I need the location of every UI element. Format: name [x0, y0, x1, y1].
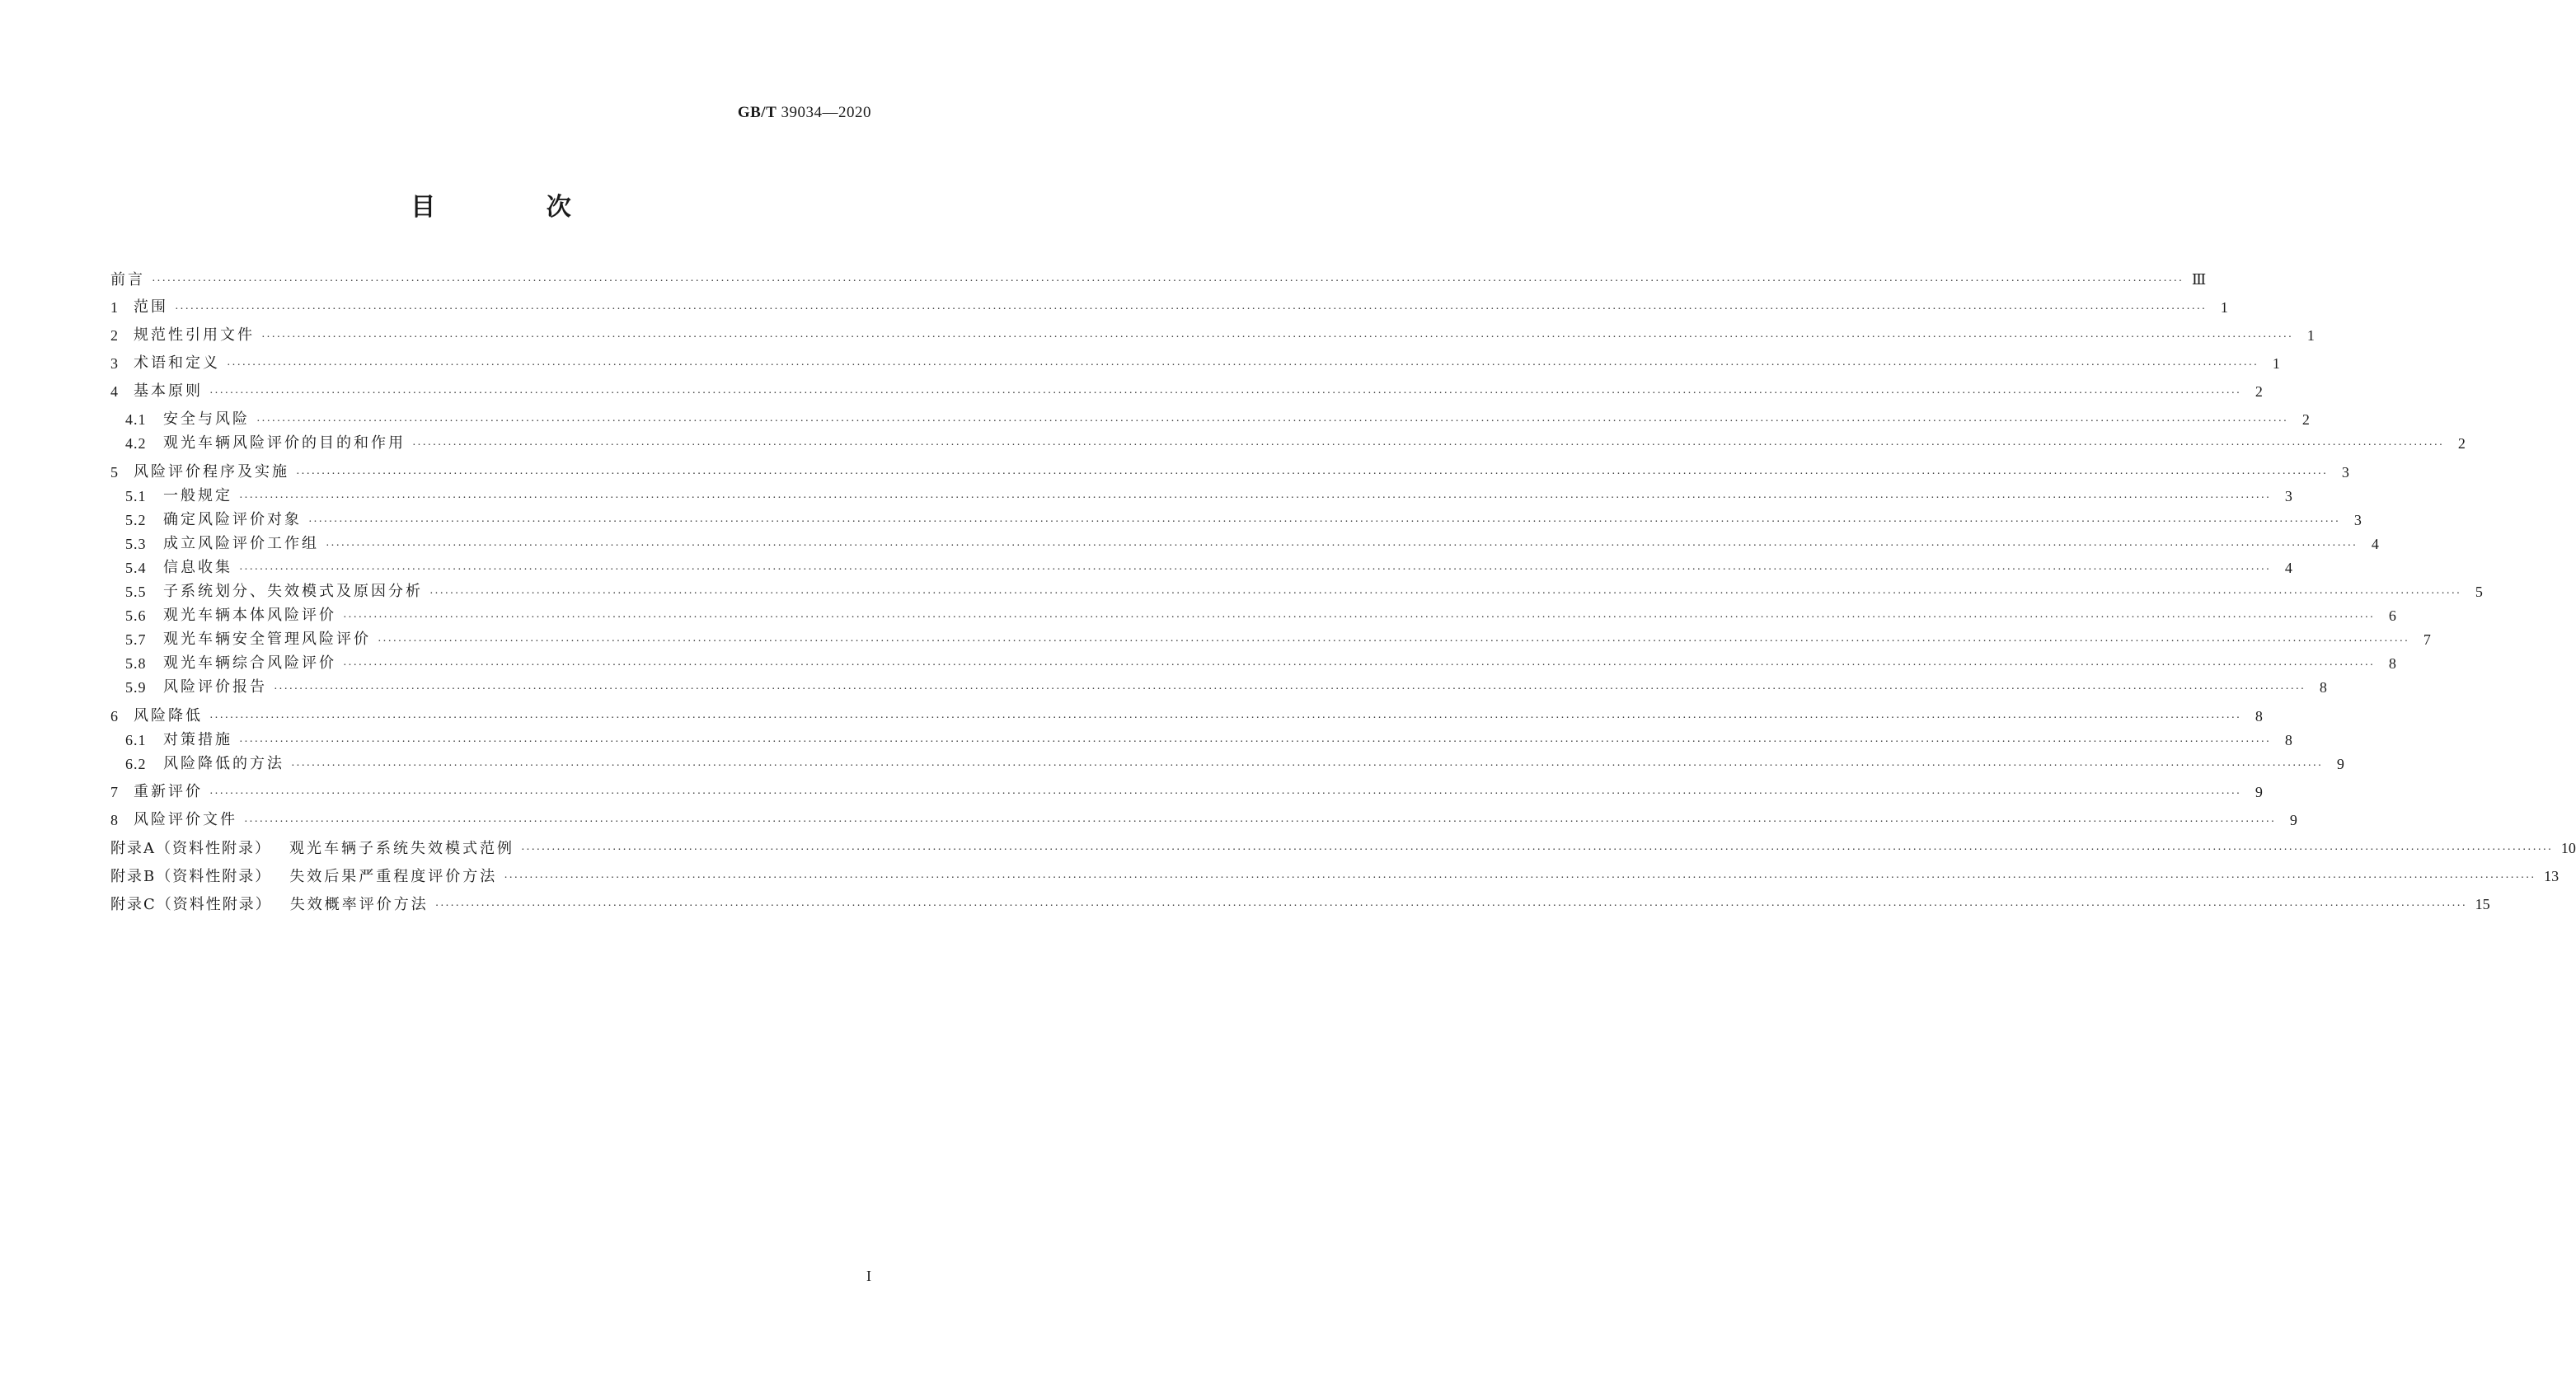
toc-entry-number: 2: [110, 327, 119, 344]
toc-entry-title: 风险评价文件: [134, 811, 237, 828]
toc-entry-title: 风险降低的方法: [163, 755, 284, 772]
toc-entry-number: 5.4: [125, 560, 147, 576]
toc-entry-number: 5.8: [125, 655, 147, 672]
toc-leader-dots: ················································································································································································································································································································································································································: [378, 635, 2409, 648]
toc-entry[interactable]: [110, 838, 2576, 860]
toc-leader-dots: ················································································································································································································································································································································································································: [244, 816, 2276, 828]
toc-entry-number: 4.2: [125, 435, 147, 452]
toc-entry-page: 4: [2371, 536, 2379, 552]
toc-entry-title: 确定风险评价对象: [163, 511, 302, 528]
toc-entry[interactable]: [110, 810, 2297, 832]
toc-entry-label: [125, 534, 319, 554]
toc-entry-page: 8: [2319, 679, 2327, 696]
toc-leader-dots: ················································································································································································································································································································································································································: [308, 516, 2340, 528]
toc-leader-dots: ················································································································································································································································································································································································································: [239, 564, 2271, 576]
toc-leader-dots: ················································································································································································································································································································································································································: [209, 788, 2241, 800]
toc-entry-label: [110, 895, 429, 915]
toc-entry-label: [125, 730, 232, 750]
toc-entry-title: 安全与风险: [163, 410, 250, 428]
toc-leader-dots: ················································································································································································································································································································································································································: [434, 900, 2467, 912]
toc-entry-title: 一般规定: [163, 487, 232, 504]
toc-entry-page: 3: [2353, 512, 2362, 528]
toc-entry-page: 9: [2336, 756, 2344, 772]
toc-entry-page: 8: [2255, 708, 2263, 724]
toc-leader-dots: ················································································································································································································································································································································································································: [261, 331, 2293, 344]
toc-entry-title: 术语和定义: [134, 354, 220, 372]
toc-entry[interactable]: [110, 462, 2349, 485]
toc-entry[interactable]: [125, 510, 2362, 532]
toc-entry[interactable]: [110, 866, 2560, 889]
toc-entry-number: 7: [110, 784, 119, 800]
toc-entry-number: 5.1: [125, 488, 147, 504]
toc-leader-dots: ················································································································································································································································································································································································································: [209, 387, 2241, 400]
toc-entry-title: 成立风险评价工作组: [163, 535, 319, 552]
toc-entry-label: [125, 510, 302, 530]
toc-entry-page: 6: [2388, 607, 2396, 624]
toc-entry-page: 9: [2255, 784, 2263, 800]
toc-leader-dots: ················································································································································································································································································································································································································: [343, 612, 2375, 624]
toc-leader-dots: ················································································································································································································································································································································································································: [429, 588, 2461, 600]
toc-entry-page: 7: [2423, 631, 2431, 648]
toc-leader-dots: ················································································································································································································································································································································································································: [521, 844, 2553, 856]
toc-entry-label: [125, 410, 250, 429]
toc-entry-title: 观光车辆综合风险评价: [163, 654, 336, 672]
toc-entry-title: 风险评价报告: [163, 678, 267, 696]
toc-entry-label: [110, 382, 203, 401]
toc-entry[interactable]: [110, 326, 2315, 348]
toc-entry[interactable]: [110, 354, 2280, 376]
toc-entry-label: [110, 326, 255, 345]
toc-entry-title: 观光车辆风险评价的目的和作用: [163, 434, 406, 452]
toc-entry-number: 5.7: [125, 631, 147, 648]
toc-entry-number: 5.5: [125, 584, 147, 600]
toc-entry-number: 1: [110, 299, 119, 316]
toc-entry-number: 附录C（资料性附录）: [110, 896, 272, 913]
toc-leader-dots: ················································································································································································································································································································································································································: [291, 760, 2323, 772]
toc-entry-page: 9: [2289, 812, 2297, 828]
page-number: I: [866, 1268, 871, 1284]
toc-entry[interactable]: [125, 730, 2292, 753]
standard-number: 39034—2020: [781, 104, 871, 121]
toc-leader-dots: ················································································································································································································································································································································································································: [256, 415, 2288, 428]
toc-entry-number: 3: [110, 355, 119, 372]
toc-entry-number: 5: [110, 464, 119, 481]
toc-entry-label: [110, 462, 289, 482]
toc-entry-page: 15: [2475, 896, 2490, 912]
toc-entry-page: 8: [2388, 655, 2396, 672]
toc-entry[interactable]: [110, 298, 2228, 320]
toc-entry-page: 3: [2341, 464, 2349, 481]
toc-leader-dots: ················································································································································································································································································································································································································: [326, 540, 2358, 552]
toc-leader-dots: ················································································································································································································································································································································································································: [296, 468, 2328, 481]
toc-entry-number: 6.2: [125, 756, 147, 772]
toc-entry-page: 2: [2302, 411, 2310, 428]
toc-entry-label: [125, 678, 267, 697]
standard-code: [738, 104, 871, 122]
toc-entry[interactable]: [125, 582, 2483, 604]
toc-entry-label: [110, 867, 497, 887]
toc-entry-number: 5.9: [125, 679, 147, 696]
toc-entry-label: [125, 582, 423, 602]
toc-entry-page: 4: [2284, 560, 2292, 576]
toc-entry-number: 附录A（资料性附录）: [110, 840, 271, 857]
toc-entry[interactable]: [125, 486, 2292, 509]
toc-entry-label: [125, 630, 371, 649]
toc-entry-number: 4.1: [125, 411, 147, 428]
toc-leader-dots: ················································································································································································································································································································································································································: [175, 303, 2207, 316]
toc-entry-title: 规范性引用文件: [134, 326, 255, 344]
toc-entry[interactable]: [125, 606, 2396, 628]
toc-entry-label: [125, 606, 336, 626]
toc-entry-page: 13: [2544, 868, 2560, 884]
toc-entry[interactable]: [125, 754, 2344, 776]
toc-entry-number: 附录B（资料性附录）: [110, 868, 272, 885]
toc-entry-page: 8: [2284, 732, 2292, 748]
toc-entry-page: 3: [2284, 488, 2292, 504]
toc-entry-label: [125, 754, 284, 774]
toc-entry-title: 失效概率评价方法: [289, 896, 429, 913]
toc-leader-dots: ················································································································································································································································································································································································································: [227, 359, 2259, 372]
toc-entry-number: 6.1: [125, 732, 147, 748]
toc-entry-title: 重新评价: [134, 783, 203, 800]
toc-entry-label: [125, 654, 336, 673]
toc-entry-number: 5.6: [125, 607, 147, 624]
toc-leader-dots: ················································································································································································································································································································································································································: [343, 659, 2375, 672]
toc-leader-dots: ················································································································································································································································································································································································································: [209, 712, 2241, 724]
toc-entry[interactable]: [110, 382, 2263, 404]
toc-entry-label: [110, 298, 168, 317]
standard-prefix: GB/T: [737, 104, 777, 121]
toc-entry-label: [125, 486, 232, 506]
toc-entry[interactable]: [110, 782, 2263, 804]
toc-entry-number: 8: [110, 812, 119, 828]
toc-entry-label: [110, 810, 237, 830]
toc-entry-title: 风险评价程序及实施: [134, 463, 289, 481]
toc-entry-page: 2: [2457, 435, 2466, 452]
toc-entry-label: [110, 782, 203, 802]
toc-entry[interactable]: [125, 678, 2327, 700]
toc-entry[interactable]: [125, 534, 2379, 556]
toc-entry-label: [110, 270, 145, 290]
toc-leader-dots: ················································································································································································································································································································································································································: [504, 872, 2536, 884]
toc-leader-dots: ················································································································································································································································································································································································································: [152, 275, 2184, 288]
toc-entry-page: 1: [2272, 355, 2280, 372]
toc-leader-dots: ················································································································································································································································································································································································································: [239, 736, 2271, 748]
toc-entry[interactable]: [125, 434, 2466, 456]
toc-entry-title: 子系统划分、失效模式及原因分析: [163, 583, 423, 600]
toc-entry[interactable]: [125, 558, 2292, 580]
toc-entry-title: 观光车辆安全管理风险评价: [163, 631, 371, 648]
toc-leader-dots: ················································································································································································································································································································································································································: [274, 683, 2306, 696]
toc-entry[interactable]: [125, 410, 2310, 432]
toc-entry-label: [125, 558, 232, 578]
toc-entry-page: 5: [2475, 584, 2483, 600]
toc-entry-number: 5.3: [125, 536, 147, 552]
toc-entry-title: 风险降低: [134, 707, 203, 724]
toc-entry-title: 前言: [110, 271, 145, 288]
toc-entry-label: [125, 434, 406, 453]
toc-entry[interactable]: [110, 270, 2207, 292]
toc-entry-title: 对策措施: [163, 731, 232, 748]
toc-entry[interactable]: [125, 654, 2396, 676]
toc-entry-label: [110, 354, 220, 373]
toc-entry-number: 4: [110, 383, 119, 400]
toc-entry-page: 2: [2255, 383, 2263, 400]
toc-entry[interactable]: [110, 706, 2263, 729]
toc-entry-title: 观光车辆子系统失效模式范例: [289, 840, 514, 857]
toc-leader-dots: ················································································································································································································································································································································································································: [239, 492, 2271, 504]
toc-entry-title: 观光车辆本体风险评价: [163, 607, 336, 624]
toc-entry-number: 5.2: [125, 512, 147, 528]
toc-leader-dots: ················································································································································································································································································································································································································: [412, 439, 2444, 452]
toc-entry-page: 1: [2220, 299, 2228, 316]
toc-entry-page: 10: [2560, 840, 2576, 856]
toc-entry-title: 信息收集: [163, 559, 232, 576]
toc-entry-title: 范围: [134, 298, 168, 316]
toc-entry[interactable]: [110, 894, 2490, 917]
toc-entry-label: [110, 706, 203, 726]
toc-entry-title: 失效后果严重程度评价方法: [289, 868, 498, 885]
toc-entry-number: 6: [110, 708, 119, 724]
page-title: 目 次: [411, 193, 622, 222]
toc-entry-label: [110, 839, 514, 859]
toc-entry-title: 基本原则: [134, 382, 203, 400]
toc-entry[interactable]: [125, 630, 2431, 652]
toc-entry-page: Ⅲ: [2191, 271, 2207, 288]
toc-entry-page: 1: [2306, 327, 2315, 344]
